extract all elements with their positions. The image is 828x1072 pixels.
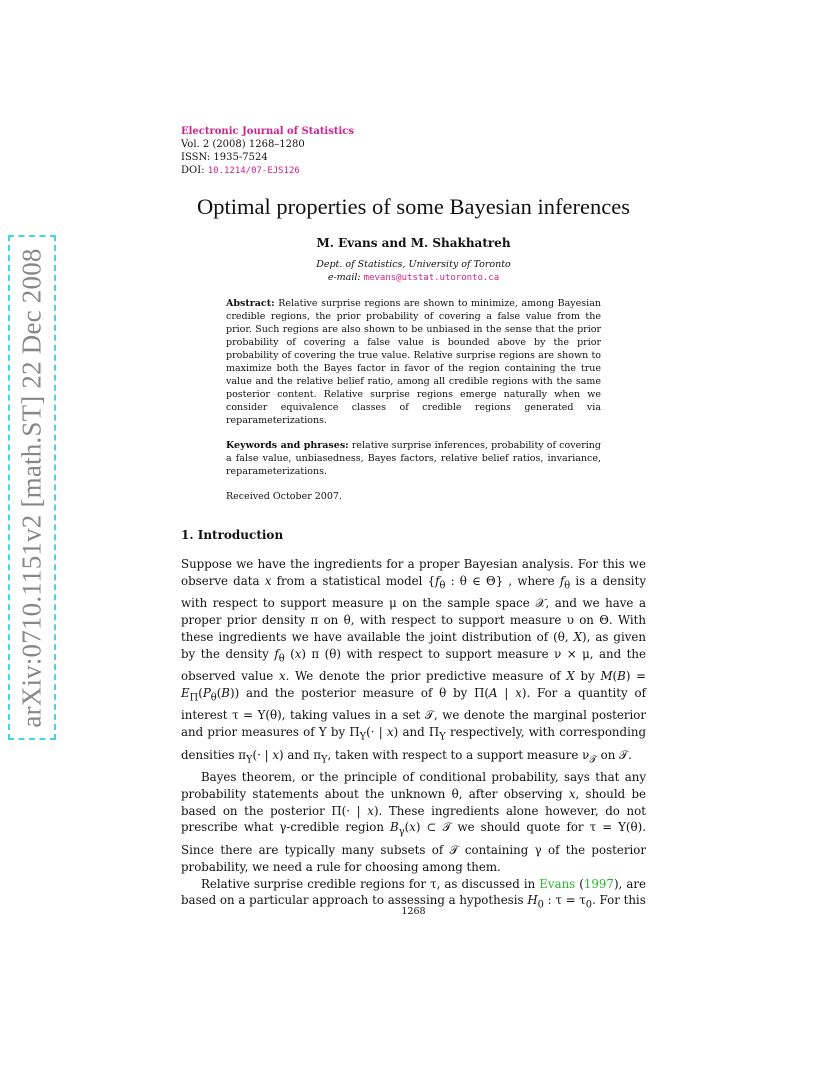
paper-title: Optimal properties of some Bayesian inferences [197, 194, 630, 219]
affiliation-text: Dept. of Statistics, University of Toronto [316, 259, 511, 270]
abstract-label: Abstract: [226, 298, 275, 309]
citation-evans-link[interactable]: Evans [539, 876, 576, 891]
received-date: Received October 2007. [226, 491, 342, 502]
journal-issn: ISSN: 1935-7524 [181, 152, 268, 163]
introduction-body [181, 556, 646, 915]
author-affiliation [181, 258, 646, 285]
citation-year-link[interactable]: 1997 [583, 876, 614, 891]
paragraph-3: Relative surprise credible regions for τ, as discussed in Evans (1997), are based on a particular approach to assessing a hypothesis $H_0$ : $\tau = \tau_0$. For this [181, 876, 647, 911]
keywords [226, 439, 601, 478]
paper-authors: M. Evans and M. Shakhatreh [316, 236, 511, 250]
journal-doi-row [181, 164, 646, 178]
paragraph-1: Suppose we have the ingredients for a proper Bayesian analysis. For this we observe data x from a statistical model {$f_\theta$ : θ ∈ Θ} , where $f_\theta$ is a density with respect to support measure μ on the sample space 𝒳, and we have a proper prior density π on θ, with respect to support measure υ on Θ. With these ingredients we have available the joint distribution of (θ, X), as given by the density $f_\theta$ (x) π (θ) with respect to support measure ν × μ, and the observed value x. We denote the prior predictive measure of X by $M(B) = E_\Pi(P_\theta(B))$ and the posterior measure of θ by Π(A | x). For a quantity of interest τ = Υ(θ), taking values in a set 𝒯, we denote the marginal posterior and prior measures of Υ by $\Pi_\Upsilon(\cdot$ | x) and $\Pi_\Upsilon$ respectively, with corresponding densities $\pi_\Upsilon(\cdot$ | x) and $\pi_\Upsilon$, taken with respect to a support measure $\nu_𝒯$ on 𝒯. [181, 557, 647, 765]
keywords-label: Keywords and phrases: [226, 440, 349, 451]
journal-header [181, 125, 646, 178]
paper-page [181, 125, 646, 915]
arxiv-stamp-text: arXiv:0710.1151v2 [math.ST] 22 Dec 2008 [16, 247, 47, 728]
doi-label: DOI: [181, 165, 205, 176]
doi-link[interactable]: 10.1214/07-EJS126 [207, 166, 300, 176]
page-number: 1268 [401, 906, 426, 917]
paragraph-2: Bayes theorem, or the principle of conditional probability, says that any probability statements about the unknown θ, after observing x, should be based on the posterior Π(· | x). These ingredients alone however, do not prescribe what γ-credible region $B_\gamma(x)$ ⊂ 𝒯 we should quote for τ = Υ(θ). Since there are typically many subsets of 𝒯 containing γ of the posterior probability, we need a rule for choosing among them. [181, 769, 646, 874]
section-heading: 1. Introduction [181, 528, 284, 542]
keywords-text: relative surprise inferences, probability of covering a false value, unbiasedness, Bayes factors, relative belief ratios, invariance, reparameterizations. [226, 440, 601, 477]
abstract [226, 297, 601, 427]
email-link[interactable]: mevans@utstat.utoronto.ca [363, 273, 500, 283]
journal-name[interactable]: Electronic Journal of Statistics [181, 126, 354, 137]
abstract-text: Relative surprise regions are shown to minimize, among Bayesian credible regions, the prior probability of covering a false value from the prior. Such regions are also shown to be unbiased in the sense that the prior probability of covering a false value is bounded above by the prior probability of covering the true value. Relative surprise regions are shown to maximize both the Bayes factor in favor of the region containing the true value and the relative belief ratio, among all credible regions with the same posterior content. Relative surprise regions emerge naturally when we consider equivalence classes of credible regions generated via reparameterizations. [226, 298, 601, 426]
arxiv-stamp [8, 235, 56, 740]
email-row [181, 271, 646, 285]
email-label: e-mail: [327, 272, 361, 283]
journal-volume: Vol. 2 (2008) 1268–1280 [181, 139, 305, 150]
